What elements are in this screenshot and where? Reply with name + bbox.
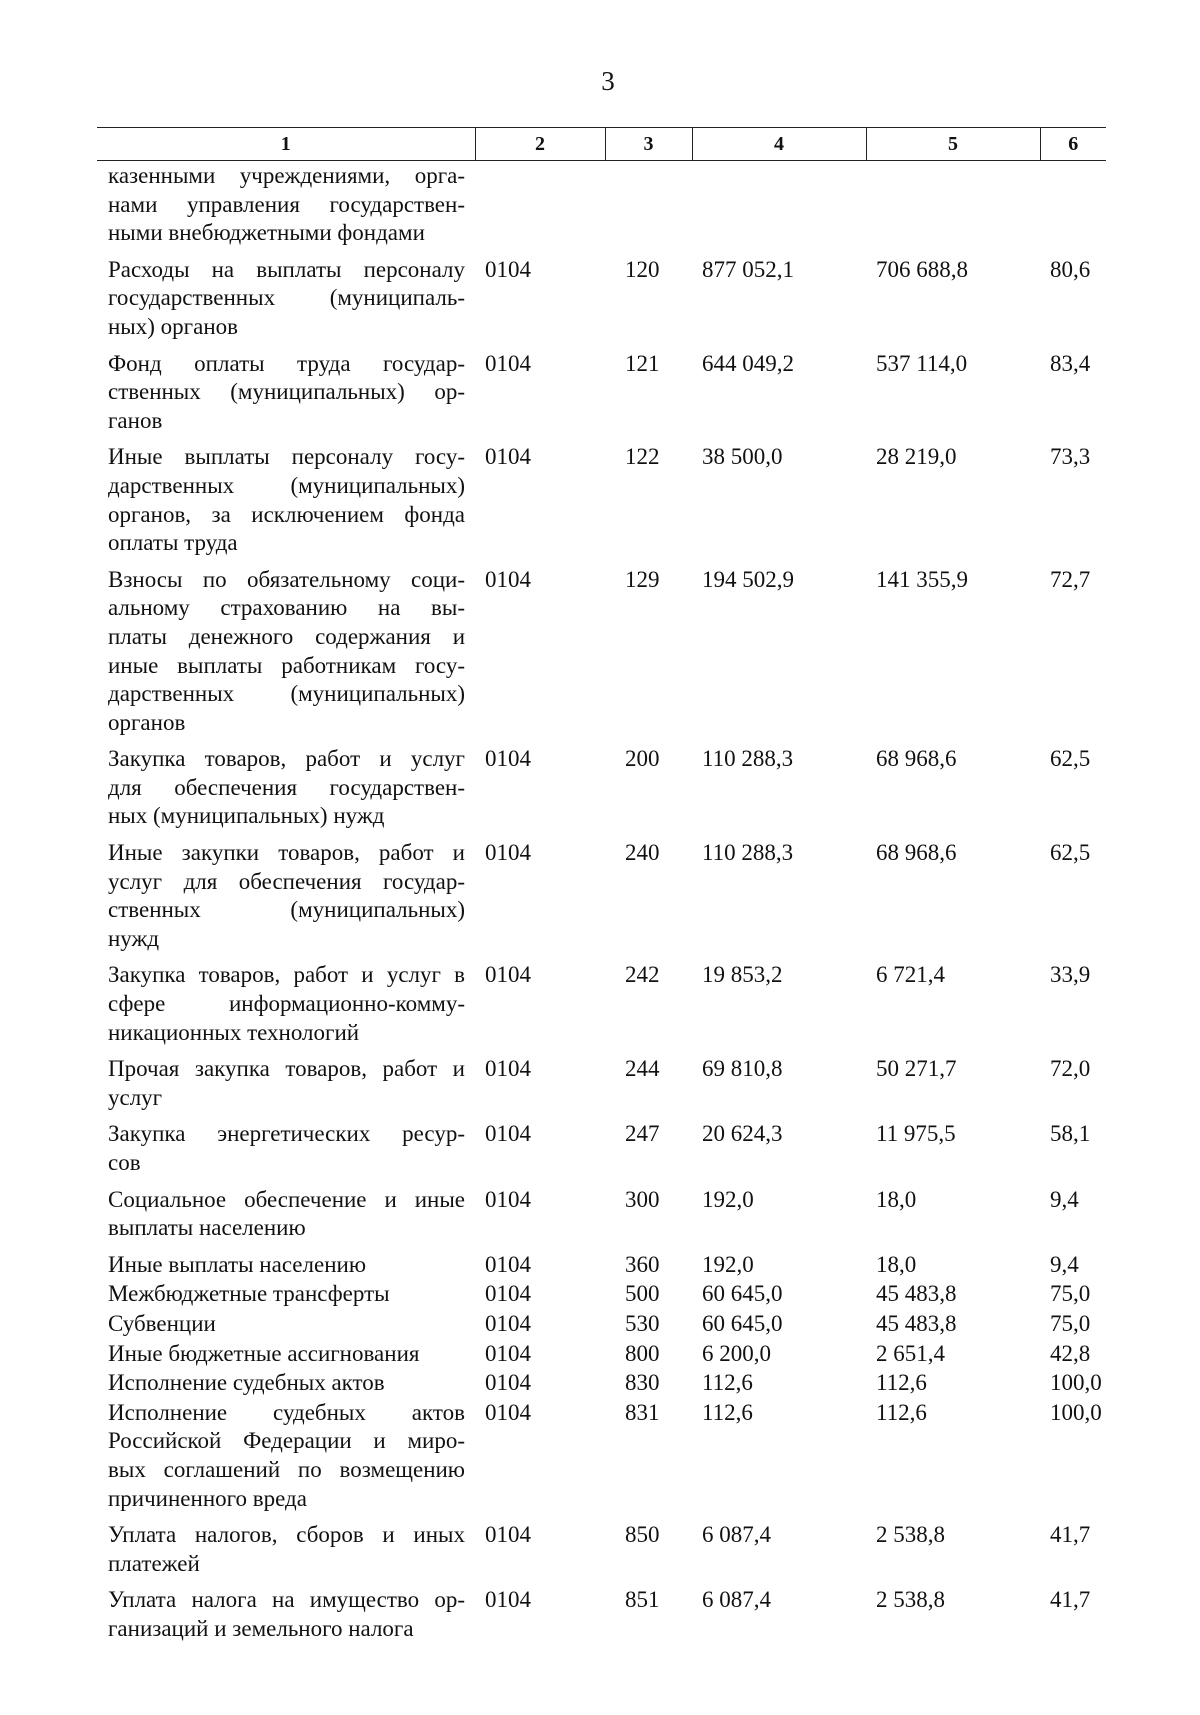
description-line: ственных (муниципальных) ор- [108,379,465,405]
description-line: сфере информационно-комму- [108,991,465,1017]
expense-type-code: 121 [625,350,660,376]
executed-amount: 50 271,7 [876,1056,957,1082]
table-row [97,342,1106,436]
table-row [97,435,1106,557]
executed-amount: 2 651,4 [876,1340,945,1366]
description-line: платы денежного содержания и [108,623,465,649]
section-code: 0104 [485,1340,531,1366]
section-code: 0104 [485,746,531,772]
description-line: Межбюджетные трансферты [108,1281,390,1307]
planned-amount: 194 502,9 [702,566,794,592]
row-description [97,161,475,248]
expense-type-code: 300 [625,1186,660,1212]
section-code: 0104 [485,566,531,592]
executed-amount: 18,0 [876,1186,917,1212]
planned-amount: 60 645,0 [702,1310,783,1336]
execution-percent: 9,4 [1050,1186,1079,1212]
table-row [97,1339,1106,1369]
row-description [97,248,475,342]
expense-type-code: 244 [625,1056,660,1082]
table-row [97,1513,1106,1578]
column-header-6: 6 [1040,128,1106,161]
page-number: 3 [601,66,615,96]
execution-percent [1040,161,1106,248]
execution-percent: 42,8 [1050,1340,1091,1366]
table-row [97,1309,1106,1339]
planned-amount [692,161,866,248]
description-line: органов [108,709,186,735]
execution-percent: 33,9 [1050,962,1091,988]
planned-amount: 110 288,3 [702,746,794,772]
expense-type-code: 247 [625,1121,660,1147]
description-line: никационных технологий [108,1019,360,1045]
section-code: 0104 [485,962,531,988]
planned-amount: 112,6 [702,1399,753,1425]
description-line: выплаты населению [108,1215,306,1241]
section-code: 0104 [485,444,531,470]
planned-amount: 877 052,1 [702,256,794,282]
planned-amount: 112,6 [702,1370,753,1396]
planned-amount: 20 624,3 [702,1121,783,1147]
description-line: Исполнение судебных актов [108,1399,465,1425]
planned-amount: 110 288,3 [702,840,794,866]
execution-percent: 58,1 [1050,1121,1091,1147]
executed-amount: 45 483,8 [876,1281,957,1307]
expense-type-code: 500 [625,1281,660,1307]
planned-amount: 644 049,2 [702,350,794,376]
description-line: оплаты труда [108,530,238,556]
description-line: казенными учреждениями, орга- [108,163,465,188]
executed-amount: 6 721,4 [876,962,945,988]
section-code: 0104 [485,840,531,866]
table-row [97,1578,1106,1643]
execution-percent: 9,4 [1050,1251,1079,1277]
section-code: 0104 [485,1587,531,1613]
description-line: услуг для обеспечения государ- [108,868,465,894]
description-line: Субвенции [108,1310,216,1336]
section-code: 0104 [485,350,531,376]
execution-percent: 80,6 [1050,256,1091,282]
description-line: Закупка энергетических ресур- [108,1121,465,1147]
description-line: государственных (муниципаль- [108,285,465,311]
description-line: Фонд оплаты труда государ- [108,350,465,376]
row-description [97,1339,475,1369]
row-description [97,1513,475,1578]
executed-amount: 18,0 [876,1251,917,1277]
description-line: услуг [108,1084,163,1110]
description-line: нами управления государствен- [108,191,465,217]
column-header-5: 5 [866,128,1040,161]
row-description [97,953,475,1047]
row-description [97,558,475,738]
expense-type-code: 200 [625,746,660,772]
budget-table [97,127,1106,1644]
executed-amount: 68 968,6 [876,746,957,772]
description-line: ственных (муниципальных) [108,897,465,923]
table-row [97,1243,1106,1280]
execution-percent: 100,0 [1050,1399,1102,1425]
row-description [97,737,475,831]
description-line: иные выплаты работникам госу- [108,652,465,678]
description-line: Иные бюджетные ассигнования [108,1340,420,1366]
description-line: Закупка товаров, работ и услуг [108,746,465,772]
section-code: 0104 [485,256,531,282]
description-line: сов [108,1150,141,1175]
section-code: 0104 [485,1310,531,1336]
table-header [97,128,1106,161]
expense-type-code: 120 [625,256,660,282]
description-line: Уплата налогов, сборов и иных [108,1522,465,1548]
execution-percent: 62,5 [1050,746,1091,772]
table-row [97,1398,1106,1513]
row-description [97,1368,475,1398]
table-row [97,558,1106,738]
description-line: дарственных (муниципальных) [108,472,465,498]
description-line: ных) органов [108,313,238,339]
expense-type-code: 831 [625,1399,660,1425]
expense-type-code: 360 [625,1251,660,1277]
table-row [97,737,1106,831]
execution-percent: 75,0 [1050,1310,1091,1336]
planned-amount: 69 810,8 [702,1056,783,1082]
executed-amount: 11 975,5 [876,1121,956,1147]
row-description [97,435,475,557]
expense-type-code: 850 [625,1522,660,1548]
expense-type-code: 242 [625,962,660,988]
description-line: Взносы по обязательному соци- [108,566,465,592]
column-header-4: 4 [692,128,866,161]
table-row [97,953,1106,1047]
row-description [97,1178,475,1243]
table-row [97,1279,1106,1309]
description-line: ганизаций и земельного налога [108,1615,414,1641]
description-line: Социальное обеспечение и иные [108,1186,465,1212]
description-line: платежей [108,1550,200,1576]
executed-amount: 28 219,0 [876,444,957,470]
description-line: Иные выплаты персоналу госу- [108,444,465,470]
table-row [97,1368,1106,1398]
description-line: органов, за исключением фонда [108,501,465,527]
executed-amount [866,161,1040,248]
expense-type-code [605,161,692,248]
expense-type-code: 129 [625,566,660,592]
section-code: 0104 [485,1251,531,1277]
table-row [97,248,1106,342]
description-line: ными внебюджетными фондами [108,220,425,246]
description-line: Иные выплаты населению [108,1251,366,1277]
row-description [97,1047,475,1112]
executed-amount: 45 483,8 [876,1310,957,1336]
section-code [475,161,605,248]
planned-amount: 6 087,4 [702,1522,771,1548]
description-line: Расходы на выплаты персоналу [108,256,465,282]
table-row [97,161,1106,248]
execution-percent: 100,0 [1050,1370,1102,1396]
execution-percent: 75,0 [1050,1281,1091,1307]
execution-percent: 73,3 [1050,444,1091,470]
description-line: Прочая закупка товаров, работ и [108,1056,465,1082]
executed-amount: 112,6 [876,1370,927,1396]
row-description [97,1398,475,1513]
row-description [97,342,475,436]
table-body [97,161,1106,1644]
row-description [97,1309,475,1339]
section-code: 0104 [485,1281,531,1307]
expense-type-code: 800 [625,1340,660,1366]
execution-percent: 83,4 [1050,350,1091,376]
description-line: Исполнение судебных актов [108,1370,385,1396]
planned-amount: 19 853,2 [702,962,783,988]
planned-amount: 38 500,0 [702,444,783,470]
planned-amount: 6 200,0 [702,1340,771,1366]
planned-amount: 6 087,4 [702,1587,771,1613]
row-description [97,1578,475,1643]
description-line: альному страхованию на вы- [108,595,465,621]
section-code: 0104 [485,1056,531,1082]
planned-amount: 192,0 [702,1251,754,1277]
planned-amount: 60 645,0 [702,1281,783,1307]
description-line: для обеспечения государствен- [108,774,465,800]
table-row [97,831,1106,953]
column-header-3: 3 [605,128,692,161]
table-row [97,1112,1106,1177]
execution-percent: 41,7 [1050,1522,1091,1548]
description-line: нужд [108,925,160,951]
row-description [97,831,475,953]
section-code: 0104 [485,1399,531,1425]
description-line: Иные закупки товаров, работ и [108,840,465,866]
column-header-1: 1 [97,128,475,161]
description-line: Российской Федерации и миро- [108,1428,465,1454]
planned-amount: 192,0 [702,1186,754,1212]
row-description [97,1243,475,1280]
executed-amount: 141 355,9 [876,566,968,592]
row-description [97,1279,475,1309]
row-description [97,1112,475,1177]
expense-type-code: 122 [625,444,660,470]
description-line: ганов [108,407,163,433]
description-line: причиненного вреда [108,1485,307,1511]
expense-type-code: 530 [625,1310,660,1336]
executed-amount: 2 538,8 [876,1587,945,1613]
execution-percent: 62,5 [1050,840,1091,866]
section-code: 0104 [485,1186,531,1212]
execution-percent: 72,7 [1050,566,1091,592]
description-line: Закупка товаров, работ и услуг в [108,962,465,988]
description-line: дарственных (муниципальных) [108,681,465,707]
description-line: вых соглашений по возмещению [108,1456,465,1482]
section-code: 0104 [485,1370,531,1396]
header-row [97,128,1106,161]
executed-amount: 706 688,8 [876,256,968,282]
table-row [97,1047,1106,1112]
executed-amount: 68 968,6 [876,840,957,866]
expense-type-code: 851 [625,1587,660,1613]
budget-table-container [97,127,1106,1644]
expense-type-code: 240 [625,840,660,866]
execution-percent: 72,0 [1050,1056,1091,1082]
executed-amount: 112,6 [876,1399,927,1425]
execution-percent: 41,7 [1050,1587,1091,1613]
expense-type-code: 830 [625,1370,660,1396]
executed-amount: 2 538,8 [876,1522,945,1548]
section-code: 0104 [485,1522,531,1548]
executed-amount: 537 114,0 [876,350,968,376]
section-code: 0104 [485,1121,531,1147]
description-line: ных (муниципальных) нужд [108,803,385,829]
column-header-2: 2 [475,128,605,161]
table-row [97,1178,1106,1243]
description-line: Уплата налога на имущество ор- [108,1587,465,1613]
